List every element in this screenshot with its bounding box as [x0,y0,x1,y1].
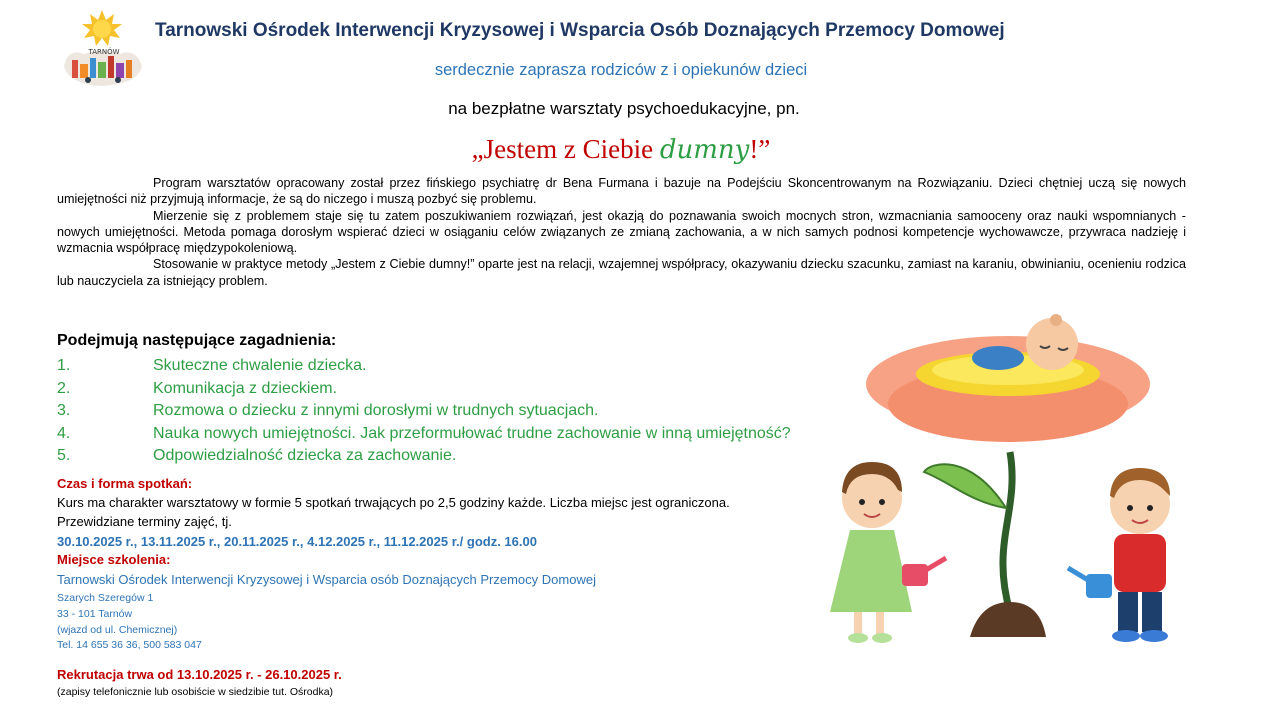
description-paragraph: Stosowanie w praktyce metody „Jestem z Ciebie dumny!” oparte jest na relacji, wzajemnej współpracy, okazywaniu dziecku szacunku, zamiast na karaniu, obwinianiu, ocenieniu rodzica lub nauczyciela za istniejący problem. [57,257,1186,288]
location-name: Tarnowski Ośrodek Interwencji Kryzysowej i Wsparcia osób Doznających Przemocy Domowej [57,572,596,587]
topics-heading: Podejmują następujące zagadnienia: [57,332,337,349]
workshop-title-prefix: „Jestem z Ciebie [471,134,660,164]
address-city: 33 - 101 Tarnów [57,607,133,620]
topic-item [57,445,791,468]
watering-can-icon [902,558,946,586]
program-description [57,175,1186,289]
topic-item [57,423,791,446]
recruitment-note: (zapisy telefonicznie lub osobiście w siedzibie tut. Ośrodka) [57,686,334,698]
workshop-title-suffix: !” [749,134,771,164]
logo-text: TARNÓW [88,48,120,56]
schedule-format: Kurs ma charakter warsztatowy w formie 5 spotkań trwających po 2,5 godziny każde. Liczba miejsc jest ograniczona. [57,495,730,510]
sun-icon [82,10,122,46]
location-address [57,591,202,654]
topic-item [57,400,791,423]
schedule-dates: 30.10.2025 r., 13.11.2025 r., 20.11.2025 r., 4.12.2025 r., 11.12.2025 r./ godz. 16.00 [57,534,537,549]
topics-list [57,355,791,468]
topic-number: 2. [57,379,71,397]
topic-number: 1. [57,357,71,374]
description-paragraph: Mierzenie się z problemem staje się tu zatem poszukiwaniem rozwiązań, jest okazją do poznawania swoich mocnych stron, wzmacniania samooceny oraz nauki wspomnianych - nowych umiejętności. Metoda pomaga dorosłym wspierać dzieci w osiąganiu celów związanych ze zmianą zachowania, a w nich samych podnosi kompetencje wychowawcze, przywraca nadzieję i wzmacnia współpracę międzypokoleniową. [57,208,1186,256]
recruitment-period: Rekrutacja trwa od 13.10.2025 r. - 26.10.2025 r. [57,667,342,682]
topic-item [57,355,791,378]
topic-text: Komunikacja z dzieckiem. [153,379,338,397]
topic-text: Nauka nowych umiejętności. Jak przeformułować trudne zachowanie w inną umiejętność? [153,424,791,442]
topic-item [57,378,791,401]
invitation-subtitle: serdecznie zaprasza rodziców z i opiekunów dzieci [434,61,808,79]
topic-number: 4. [57,424,71,442]
organization-title: Tarnowski Ośrodek Interwencji Kryzysowej i Wsparcia Osób Doznających Przemocy Domowej [155,20,1005,41]
workshop-title-accent: dumny [659,135,750,165]
topic-number: 5. [57,447,71,464]
description-paragraph: Program warsztatów opracowany został przez fińskiego psychiatrę dr Bena Furmana i bazuje na Podejściu Skoncentrowanym na Rozwiązaniu. Dzieci chętniej uczą się nowych umiejętności niż przyjmują informacje, że są do niczego i muszą pozbyć się problemu. [57,176,1186,207]
topic-text: Rozmowa o dziecku z innymi dorosłymi w trudnych sytuacjach. [153,402,599,419]
topic-text: Odpowiedzialność dziecka za zachowanie. [153,447,457,464]
address-phone: Tel. 14 655 36 36, 500 583 047 [57,639,202,652]
address-entrance: (wjazd od ul. Chemicznej) [57,623,178,636]
leaf-icon [924,464,1006,508]
girl-icon [830,462,912,643]
location-heading: Miejsce szkolenia: [57,552,171,567]
workshop-title [0,134,1242,165]
topic-text: Skuteczne chwalenie dziecka. [153,357,367,374]
topic-number: 3. [57,402,71,419]
schedule-dates-label: Przewidziane terminy zajęć, tj. [57,514,232,529]
address-street: Szarych Szeregów 1 [57,592,154,604]
flower-children-illustration [820,312,1192,652]
boy-icon [1110,468,1170,642]
schedule-heading: Czas i forma spotkań: [57,476,193,491]
workshop-intro: na bezpłatne warsztaty psychoedukacyjne, pn. [448,99,800,118]
watering-can-icon [1068,568,1112,598]
